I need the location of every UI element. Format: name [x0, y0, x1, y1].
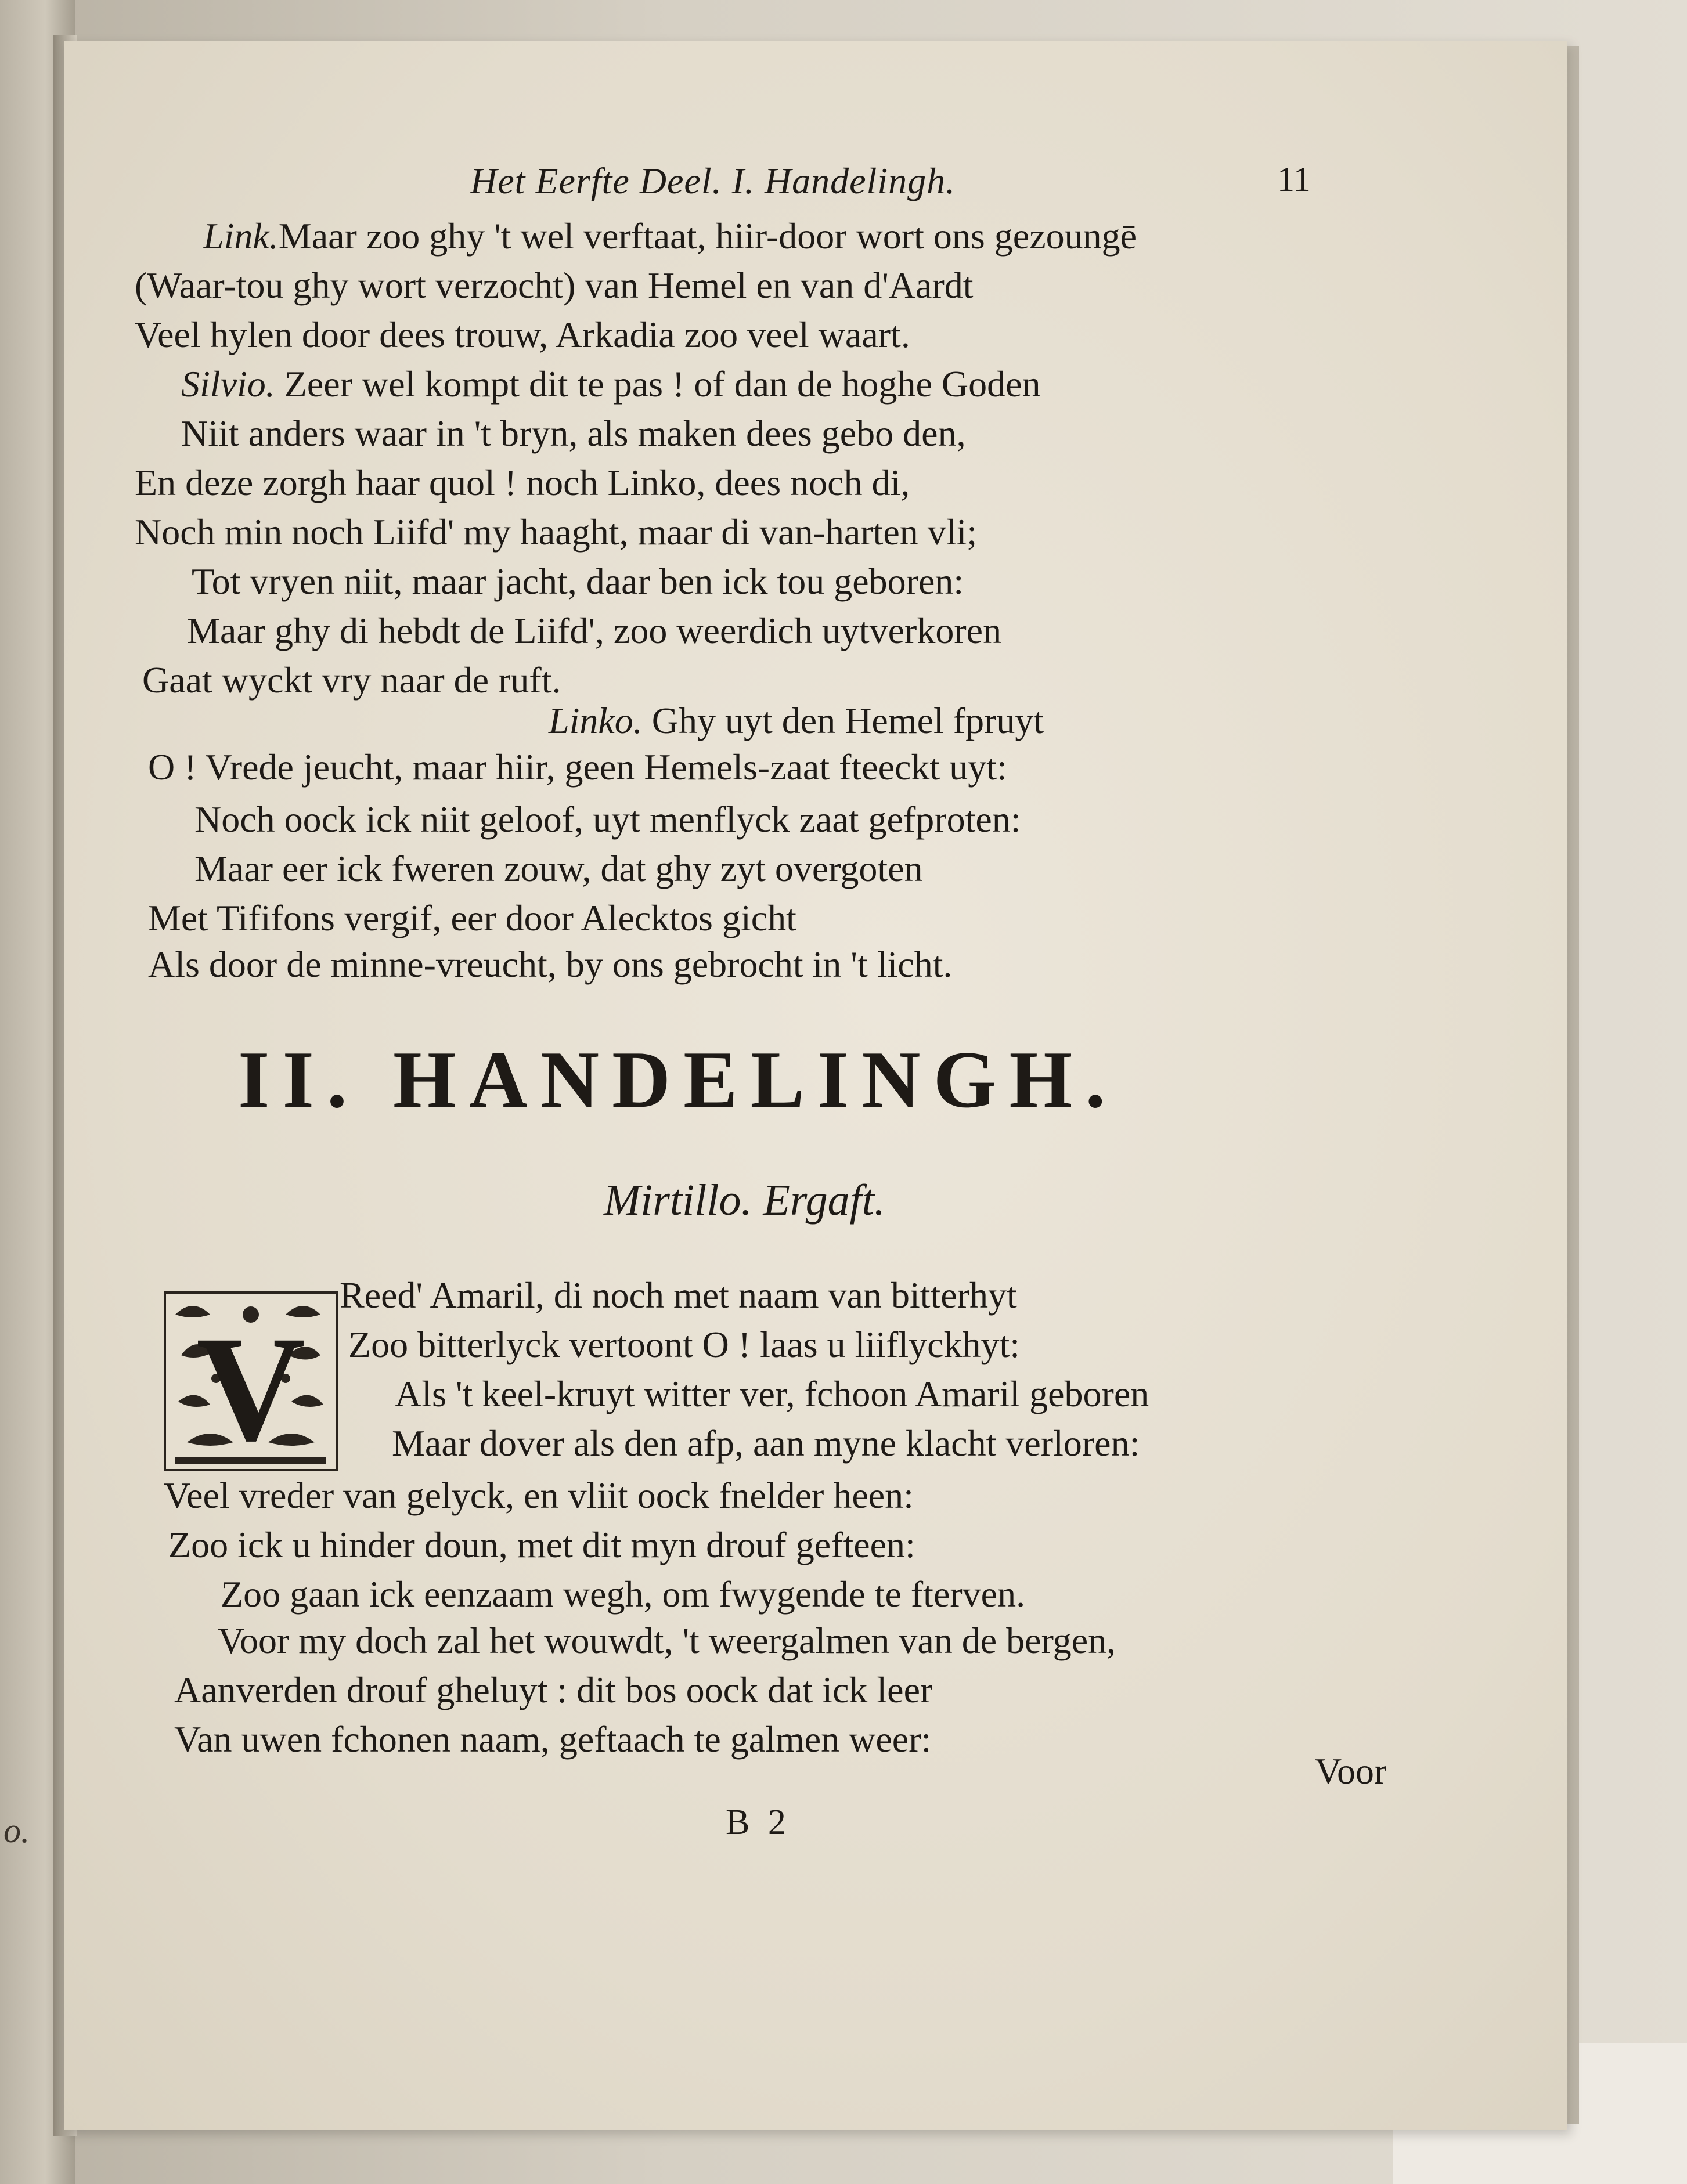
verse-text: Veel hylen door dees trouw, Arkadia zoo veel waart. — [135, 314, 910, 355]
verse-line — [135, 464, 910, 501]
verse-text: Tot vryen niit, maar jacht, daar ben ick tou geboren: — [192, 561, 964, 602]
verse-text: Maar eer ick fweren zouw, dat ghy zyt overgoten — [194, 848, 923, 889]
running-head: Het Eerfte Deel. I. Handelingh. — [470, 160, 956, 201]
speaker-name: Silvio. — [181, 363, 275, 405]
verse-line — [392, 1425, 1140, 1462]
verse-line — [549, 702, 1044, 739]
verse-line — [168, 1526, 915, 1564]
verse-line — [181, 363, 1041, 405]
facing-page-fragment: o. — [3, 1811, 30, 1850]
verse-line — [194, 801, 1021, 838]
verse-line — [218, 1622, 1116, 1659]
verse-text: Maar ghy di hebdt de Liifd', zoo weerdich uytverkoren — [187, 610, 1002, 651]
verse-text: Zoo gaan ick eenzaam wegh, om fwygende te fterven. — [221, 1573, 1026, 1615]
act-heading: II. HANDELINGH. — [238, 1035, 1119, 1125]
verse-line — [148, 746, 1007, 788]
verse-line — [192, 563, 964, 600]
verse-text: Met Tififons vergif, eer door Alecktos gicht — [148, 897, 796, 938]
page-number: 11 — [1277, 160, 1311, 198]
verse-line — [187, 612, 1001, 649]
verse-text: Veel vreder van gelyck, en vliit oock fnelder heen: — [164, 1475, 914, 1516]
speaker-name: Linko. — [549, 700, 643, 741]
verse-line — [135, 316, 910, 353]
verse-text: Als 't keel-kruyt witter ver, fchoon Amaril geboren — [395, 1373, 1149, 1414]
foliage-ornament — [164, 1291, 338, 1471]
verse-text: Van uwen fchonen naam, geftaach te galmen weer: — [174, 1719, 932, 1760]
verse-text: Voor my doch zal het wouwdt, 't weergalmen van de bergen, — [218, 1620, 1116, 1661]
verse-text: Noch min noch Liifd' my haaght, maar di van-harten vli; — [135, 511, 978, 553]
verse-line — [174, 1669, 933, 1710]
verse-text: Maar zoo ghy 't wel verftaat, hiir-door wort ons gezoungē — [278, 215, 1137, 257]
verse-line — [340, 1277, 1017, 1314]
verse-line — [194, 850, 923, 887]
drop-cap-ornament — [164, 1291, 338, 1471]
speaker-name: Link. — [203, 215, 279, 257]
verse-line — [148, 897, 796, 938]
verse-line — [164, 1477, 914, 1514]
verse-text: O ! Vrede jeucht, maar hiir, geen Hemels-zaat fteeckt uyt: — [148, 746, 1007, 788]
verse-text: Als door de minne-vreucht, by ons gebrocht in 't licht. — [148, 944, 953, 985]
drop-cap-letter: V — [196, 1305, 305, 1471]
verse-text: Noch oock ick niit geloof, uyt menflyck zaat gefproten: — [194, 799, 1021, 840]
verse-line — [181, 415, 966, 452]
verse-text: Zeer wel kompt dit te pas ! of dan de hoghe Goden — [284, 363, 1041, 405]
verse-text: Aanverden drouf gheluyt : dit bos oock dat ick leer — [174, 1669, 933, 1710]
verse-text: Zoo bitterlyck vertoont O ! laas u liiflyckhyt: — [348, 1324, 1021, 1365]
catchword: Voor — [1315, 1750, 1387, 1792]
verse-text: Reed' Amaril, di noch met naam van bitterhyt — [340, 1275, 1017, 1316]
verse-text: Niit anders waar in 't bryn, als maken dees gebo den, — [181, 413, 966, 454]
verse-line — [395, 1373, 1149, 1414]
verse-line — [203, 215, 1137, 257]
verse-line — [135, 511, 978, 553]
verse-text: Gaat wyckt vry naar de ruft. — [142, 659, 561, 701]
verse-text: Zoo ick u hinder doun, met dit myn drouf gefteen: — [168, 1524, 915, 1565]
verse-line — [135, 267, 974, 304]
signature-mark: B 2 — [726, 1803, 791, 1842]
verse-line — [148, 946, 952, 983]
verse-line — [142, 659, 561, 701]
verse-line — [174, 1721, 931, 1758]
verse-text: Maar dover als den afp, aan myne klacht verloren: — [392, 1423, 1140, 1464]
verse-line — [348, 1326, 1020, 1363]
verse-text: En deze zorgh haar quol ! noch Linko, dees noch di, — [135, 462, 910, 503]
verse-line — [221, 1573, 1026, 1615]
show-through-shading — [1202, 139, 1434, 952]
verse-text: Ghy uyt den Hemel fpruyt — [651, 700, 1044, 741]
scene-characters: Mirtillo. Ergaft. — [604, 1176, 885, 1225]
verse-text: (Waar-tou ghy wort verzocht) van Hemel en van d'Aardt — [135, 265, 974, 306]
